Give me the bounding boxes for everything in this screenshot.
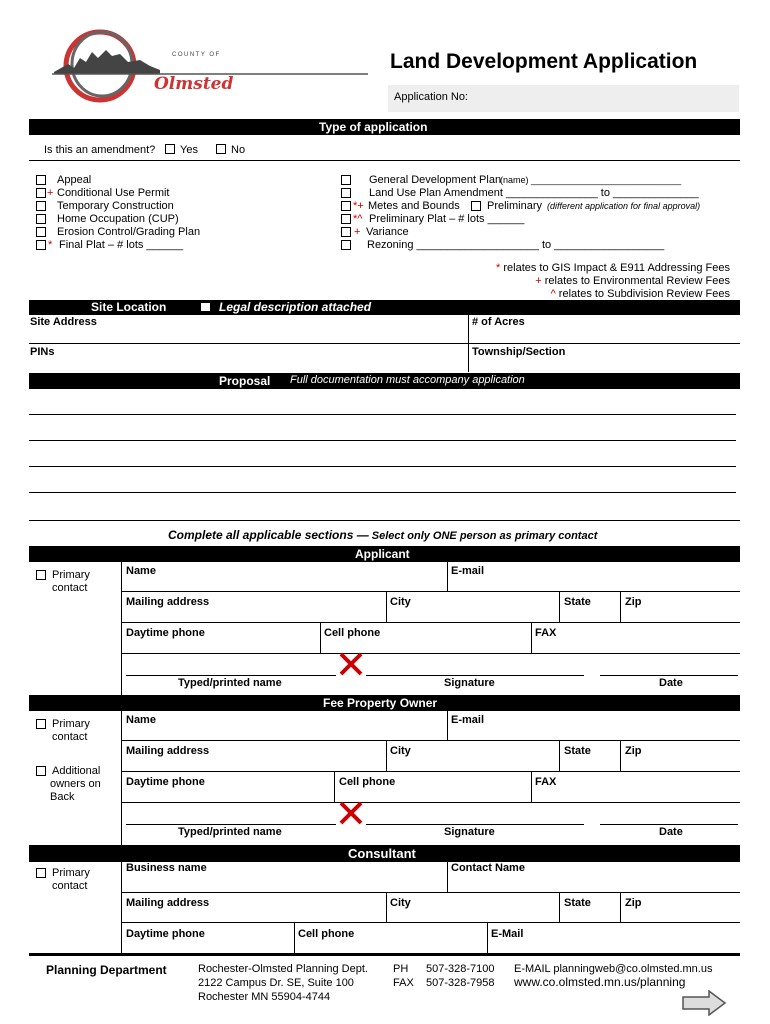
divider — [447, 862, 448, 893]
contact-name-label: Contact Name — [451, 862, 525, 874]
legal-description-label: Legal description attached — [219, 300, 372, 314]
proposal-line[interactable] — [29, 492, 736, 493]
divider — [620, 892, 621, 923]
divider — [386, 740, 387, 772]
logo-county-of: COUNTY OF — [172, 52, 221, 58]
site-location-title: Site Location — [91, 300, 167, 314]
township-section-label: Township/Section — [472, 346, 566, 358]
divider — [531, 622, 532, 654]
pins-label: PINs — [30, 346, 55, 358]
divider — [121, 892, 740, 893]
divider — [620, 591, 621, 623]
site-location-header — [29, 300, 740, 315]
temporary-construction-checkbox[interactable] — [36, 201, 46, 211]
consultant-state-label: State — [564, 897, 591, 909]
consultant-email-label: E-Mail — [491, 928, 524, 940]
applicant-state-label: State — [564, 596, 591, 608]
proposal-line[interactable] — [29, 466, 736, 467]
sign-here-x-icon — [338, 651, 364, 677]
date-line[interactable] — [600, 824, 738, 825]
applicant-email-label: E-mail — [451, 565, 485, 577]
appeal-label: Appeal — [57, 174, 92, 186]
applicant-zip-label: Zip — [625, 596, 642, 608]
amendment-no-checkbox[interactable] — [216, 144, 226, 154]
typed-name-line[interactable] — [126, 824, 336, 825]
applicant-title: Applicant — [355, 547, 410, 561]
additional-owners-label: Additional — [52, 765, 101, 777]
erosion-control-checkbox[interactable] — [36, 227, 46, 237]
applicant-daytime-label: Daytime phone — [126, 627, 205, 639]
footer-email[interactable]: E-MAIL planningweb@co.olmsted.mn.us — [514, 963, 713, 975]
contact-label: contact — [52, 880, 88, 892]
owner-mailing-label: Mailing address — [126, 745, 210, 757]
owner-daytime-label: Daytime phone — [126, 776, 205, 788]
divider — [29, 520, 740, 521]
divider — [320, 622, 321, 654]
divider — [386, 892, 387, 923]
final-plat-checkbox[interactable] — [36, 240, 46, 250]
footer-address-line1: Rochester-Olmsted Planning Dept. — [198, 963, 368, 975]
consultant-zip-label: Zip — [625, 897, 642, 909]
next-page-arrow-icon[interactable] — [681, 990, 727, 1016]
logo-graphic — [50, 28, 370, 108]
applicant-primary-checkbox[interactable] — [36, 570, 46, 580]
fee-mark: *^ — [353, 213, 363, 225]
appeal-checkbox[interactable] — [36, 175, 46, 185]
additional-owners-checkbox[interactable] — [36, 766, 46, 776]
additional-owners-label: Back — [50, 791, 75, 803]
amendment-no-label: No — [231, 144, 246, 156]
fee-note-gis: * relates to GIS Impact & E911 Addressing Fees — [496, 262, 730, 274]
land-use-plan-label: Land Use Plan Amendment _______________ to ______________ — [369, 187, 699, 199]
page-title: Land Development Application — [390, 50, 698, 73]
footer-fax-label: FAX — [393, 977, 414, 989]
divider — [447, 711, 448, 741]
consultant-mailing-label: Mailing address — [126, 897, 210, 909]
amendment-yes-checkbox[interactable] — [165, 144, 175, 154]
consultant-primary-checkbox[interactable] — [36, 868, 46, 878]
home-occupation-label: Home Occupation (CUP) — [57, 213, 179, 225]
land-use-plan-checkbox[interactable] — [341, 188, 351, 198]
footer-website[interactable]: www.co.olmsted.mn.us/planning — [514, 975, 686, 989]
type-of-application-title: Type of application — [319, 120, 428, 134]
owner-header — [29, 695, 740, 711]
signature-line[interactable] — [366, 824, 584, 825]
divider — [121, 562, 122, 696]
proposal-title: Proposal — [219, 374, 271, 388]
fee-mark: *+ — [353, 200, 364, 212]
divider — [559, 591, 560, 623]
applicant-header — [29, 546, 740, 562]
divider — [559, 892, 560, 923]
owner-fax-label: FAX — [535, 776, 557, 788]
conditional-use-checkbox[interactable] — [36, 188, 46, 198]
application-no-label: Application No: — [394, 91, 468, 103]
proposal-header — [29, 373, 740, 389]
applicant-fax-label: FAX — [535, 627, 557, 639]
proposal-line[interactable] — [29, 440, 736, 441]
footer-address-line3: Rochester MN 55904-4744 — [198, 991, 331, 1003]
consultant-daytime-label: Daytime phone — [126, 928, 205, 940]
footer-rule — [29, 953, 740, 956]
fee-mark: + — [354, 226, 361, 238]
divider — [447, 562, 448, 592]
owner-title: Fee Property Owner — [323, 696, 438, 710]
preliminary-label: Preliminary — [487, 200, 543, 212]
divider — [121, 622, 740, 623]
temporary-construction-label: Temporary Construction — [57, 200, 174, 212]
contact-label: contact — [52, 582, 88, 594]
date-label: Date — [659, 677, 683, 689]
divider — [121, 802, 740, 803]
divider — [620, 740, 621, 772]
signature-label: Signature — [444, 826, 495, 838]
rezoning-checkbox[interactable] — [341, 240, 351, 250]
divider — [559, 740, 560, 772]
owner-city-label: City — [390, 745, 411, 757]
owner-email-label: E-mail — [451, 714, 485, 726]
sign-here-x-icon — [338, 800, 364, 826]
primary-label: Primary — [52, 867, 90, 879]
consultant-cell-label: Cell phone — [298, 928, 355, 940]
divider — [29, 160, 740, 161]
divider — [531, 771, 532, 803]
typed-name-label: Typed/printed name — [178, 826, 282, 838]
consultant-header — [29, 845, 740, 862]
general-development-name-field[interactable]: (name) ______________________________ — [500, 175, 682, 185]
fee-mark: + — [47, 187, 54, 199]
contact-label: contact — [52, 731, 88, 743]
preliminary-checkbox[interactable] — [471, 201, 481, 211]
fee-note-environmental: + relates to Environmental Review Fees — [535, 275, 730, 287]
divider — [121, 862, 122, 955]
divider — [294, 922, 295, 955]
site-address-label: Site Address — [30, 316, 97, 328]
footer-fax: 507-328-7958 — [426, 977, 495, 989]
fee-note-subdivision: ^ relates to Subdivision Review Fees — [550, 288, 730, 300]
legal-description-checkbox[interactable] — [201, 303, 210, 311]
preliminary-note: (different application for final approval) — [547, 201, 701, 211]
complete-sections-note: Complete all applicable sections — Select only ONE person as primary contact — [168, 528, 598, 542]
type-of-application-header — [29, 119, 740, 135]
divider — [29, 343, 740, 344]
divider — [121, 771, 740, 772]
owner-cell-label: Cell phone — [339, 776, 396, 788]
divider — [121, 740, 740, 741]
rezoning-label: Rezoning ____________________ to __________________ — [367, 239, 665, 251]
acres-label: # of Acres — [472, 316, 525, 328]
proposal-note: Full documentation must accompany application — [290, 374, 525, 386]
preliminary-plat-checkbox[interactable] — [341, 214, 351, 224]
divider — [487, 922, 488, 955]
primary-label: Primary — [52, 569, 90, 581]
divider — [334, 771, 335, 803]
typed-name-line[interactable] — [126, 675, 336, 676]
primary-label: Primary — [52, 718, 90, 730]
applicant-cell-label: Cell phone — [324, 627, 381, 639]
divider — [121, 653, 740, 654]
owner-state-label: State — [564, 745, 591, 757]
signature-line[interactable] — [366, 675, 584, 676]
additional-owners-label: owners on — [50, 778, 101, 790]
county-logo — [50, 28, 370, 108]
logo-county-name: Olmsted — [154, 74, 234, 94]
owner-name-label: Name — [126, 714, 156, 726]
divider — [386, 591, 387, 623]
footer-phone-label: PH — [393, 963, 409, 975]
proposal-line[interactable] — [29, 414, 736, 415]
consultant-city-label: City — [390, 897, 411, 909]
home-occupation-checkbox[interactable] — [36, 214, 46, 224]
applicant-mailing-label: Mailing address — [126, 596, 210, 608]
amendment-question: Is this an amendment? — [44, 144, 156, 156]
date-label: Date — [659, 826, 683, 838]
fee-mark: * — [48, 239, 53, 251]
owner-primary-checkbox[interactable] — [36, 719, 46, 729]
owner-zip-label: Zip — [625, 745, 642, 757]
date-line[interactable] — [600, 675, 738, 676]
final-plat-label: Final Plat – # lots ______ — [59, 239, 184, 251]
divider — [121, 711, 122, 845]
footer-department: Planning Department — [46, 963, 167, 977]
applicant-city-label: City — [390, 596, 411, 608]
metes-bounds-label: Metes and Bounds — [368, 200, 460, 212]
metes-bounds-checkbox[interactable] — [341, 201, 351, 211]
variance-label: Variance — [366, 226, 409, 238]
general-development-label: General Development Plan — [369, 174, 502, 186]
divider — [121, 591, 740, 592]
amendment-yes-label: Yes — [180, 144, 198, 156]
general-development-checkbox[interactable] — [341, 175, 351, 185]
typed-name-label: Typed/printed name — [178, 677, 282, 689]
footer-address-line2: 2122 Campus Dr. SE, Suite 100 — [198, 977, 354, 989]
preliminary-plat-label: Preliminary Plat – # lots ______ — [369, 213, 525, 225]
signature-label: Signature — [444, 677, 495, 689]
variance-checkbox[interactable] — [341, 227, 351, 237]
business-name-label: Business name — [126, 862, 207, 874]
applicant-name-label: Name — [126, 565, 156, 577]
consultant-title: Consultant — [348, 846, 416, 861]
application-no-box[interactable] — [388, 85, 739, 112]
erosion-control-label: Erosion Control/Grading Plan — [57, 226, 201, 238]
divider — [121, 922, 740, 923]
footer-phone: 507-328-7100 — [426, 963, 495, 975]
conditional-use-label: Conditional Use Permit — [57, 187, 170, 199]
